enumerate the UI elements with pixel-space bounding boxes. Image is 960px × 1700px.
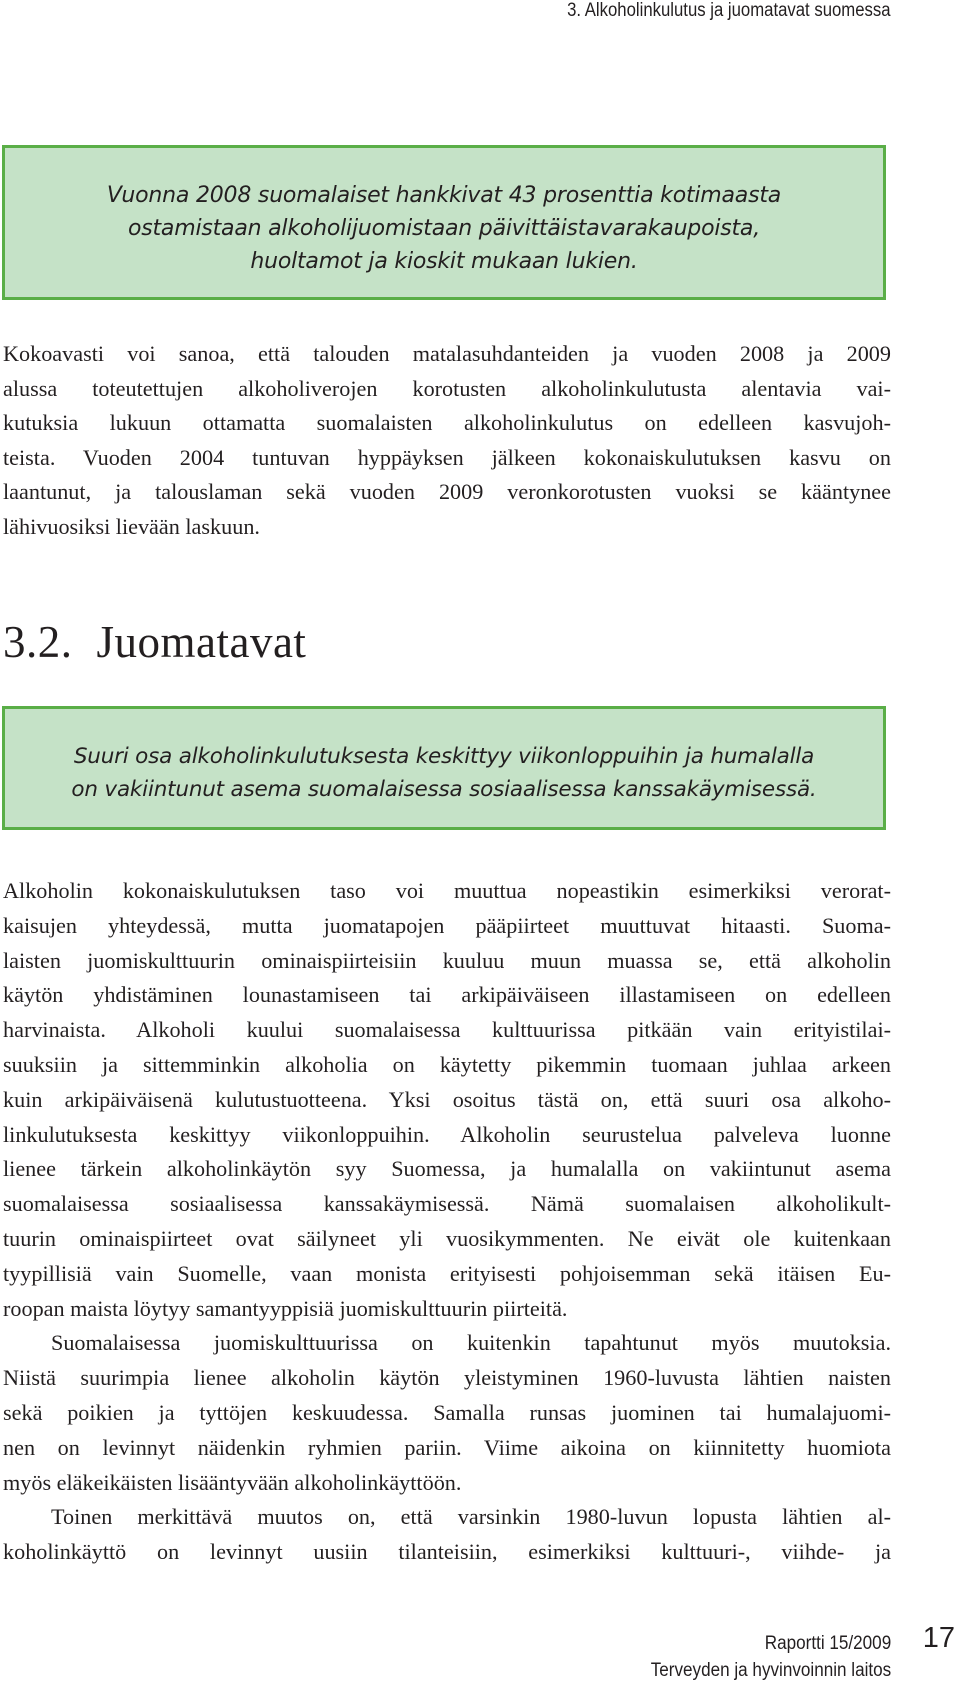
text-line: lienee tärkein alkoholinkäytön syy Suomessa, ja humalalla on vakiintunut asema: [3, 1156, 891, 1182]
callout-line: ostamistaan alkoholijuomistaan päivittäistavarakaupoista,: [127, 216, 761, 241]
text-line: linkulutuksesta keskittyy viikonloppuihin. Alkoholin seurustelua palveleva luonne: [3, 1121, 891, 1147]
text-line: kutuksia lukuun ottamatta suomalaisten alkoholinkulutus on edelleen kasvujoh-: [3, 410, 891, 435]
text-line: Niistä suurimpia lienee alkoholin käytön yleistyminen 1960-luvusta lähtien naisten: [3, 1365, 891, 1391]
institution-name: Terveyden ja hyvinvoinnin laitos: [650, 1660, 891, 1681]
text-line: lähivuosiksi lievään laskuun.: [3, 513, 260, 539]
callout-line: huoltamot ja kioskit mukaan lukien.: [250, 249, 638, 274]
text-line: Suomalaisessa juomiskulttuurissa on kuitenkin tapahtunut myös muutoksia.: [51, 1330, 891, 1356]
text-line: roopan maista löytyy samantyyppisiä juomiskulttuurin piirteitä.: [3, 1295, 568, 1321]
page-footer: [651, 1630, 891, 1684]
section-heading: [3, 614, 306, 670]
text-line: Toinen merkittävä muutos on, että varsinkin 1980-luvun lopusta lähtien al-: [51, 1504, 891, 1530]
text-line: kaisujen yhteydessä, mutta juomatapojen pääpiirteet muuttuvat hitaasti. Suoma-: [3, 912, 891, 938]
body-text: [3, 874, 891, 1570]
text-line: Alkoholin kokonaiskulutuksen taso voi muuttua nopeastikin esimerkiksi verorat-: [3, 878, 891, 903]
text-line: harvinaista. Alkoholi kuului suomalaisessa kulttuurissa pitkään vain erityistilai-: [3, 1017, 891, 1043]
running-header: 3. Alkoholinkulutus ja juomatavat suomessa: [567, 0, 891, 21]
text-line: koholinkäyttö on levinnyt uusiin tilanteisiin, esimerkiksi kulttuuri-, viihde- ja: [3, 1539, 891, 1565]
text-line: suuksiin ja sittemminkin alkoholia on käytetty pikemmin tuomaan juhlaa arkeen: [3, 1051, 891, 1077]
text-line: alussa toteutettujen alkoholiverojen korotusten alkoholinkulutusta alentavia vai-: [3, 375, 891, 401]
callout-box-drinking-habits: [2, 706, 886, 830]
text-line: sekä poikien ja tyttöjen keskuudessa. Samalla runsas juominen tai humalajuomi-: [3, 1399, 891, 1425]
text-line: nen on levinnyt näidenkin ryhmien pariin. Viime aikoina on kiinnitetty huomiota: [3, 1434, 891, 1460]
page-number: 17: [922, 1622, 955, 1654]
section-title: Juomatavat: [96, 617, 307, 667]
callout-line: on vakiintunut asema suomalaisessa sosiaalisessa kanssakäymisessä.: [71, 777, 817, 802]
text-line: laisten juomiskulttuurin ominaispiirteisiin kuuluu muun muassa se, että alkoholin: [3, 947, 891, 973]
callout-line: Vuonna 2008 suomalaiset hankkivat 43 prosenttia kotimaasta: [106, 183, 782, 208]
text-line: tyypillisiä vain Suomelle, vaan monista erityisesti pohjoisemman sekä itäisen Eu-: [3, 1260, 891, 1286]
callout-box-purchases: [2, 145, 886, 300]
text-line: laantunut, ja talouslaman sekä vuoden 2009 veronkorotusten vuoksi se kääntynee: [3, 479, 891, 504]
text-line: Kokoavasti voi sanoa, että talouden matalasuhdanteiden ja vuoden 2008 ja 2009: [3, 341, 891, 366]
text-line: teista. Vuoden 2004 tuntuvan hyppäyksen jälkeen kokonaiskulutuksen kasvu on: [3, 444, 891, 470]
text-line: tuurin ominaispiirteet ovat säilyneet yli vuosikymmenten. Ne eivät ole kuitenkaan: [3, 1225, 891, 1251]
section-number: 3.2.: [3, 617, 73, 667]
text-line: suomalaisessa sosiaalisessa kanssakäymisessä. Nämä suomalaisen alkoholikult-: [3, 1191, 891, 1217]
intro-paragraph: [3, 337, 891, 544]
callout-line: Suuri osa alkoholinkulutuksesta keskittyy viikonloppuihin ja humalalla: [73, 744, 815, 769]
text-line: käytön yhdistäminen lounastamiseen tai arkipäiväiseen illastamiseen on edelleen: [3, 982, 891, 1008]
text-line: myös eläkeikäisten lisääntyvään alkoholinkäyttöön.: [3, 1469, 462, 1495]
report-id: Raportti 15/2009: [764, 1633, 891, 1654]
text-line: kuin arkipäiväisenä kulutustuotteena. Yksi osoitus tästä on, että suuri osa alkoho-: [3, 1086, 891, 1112]
